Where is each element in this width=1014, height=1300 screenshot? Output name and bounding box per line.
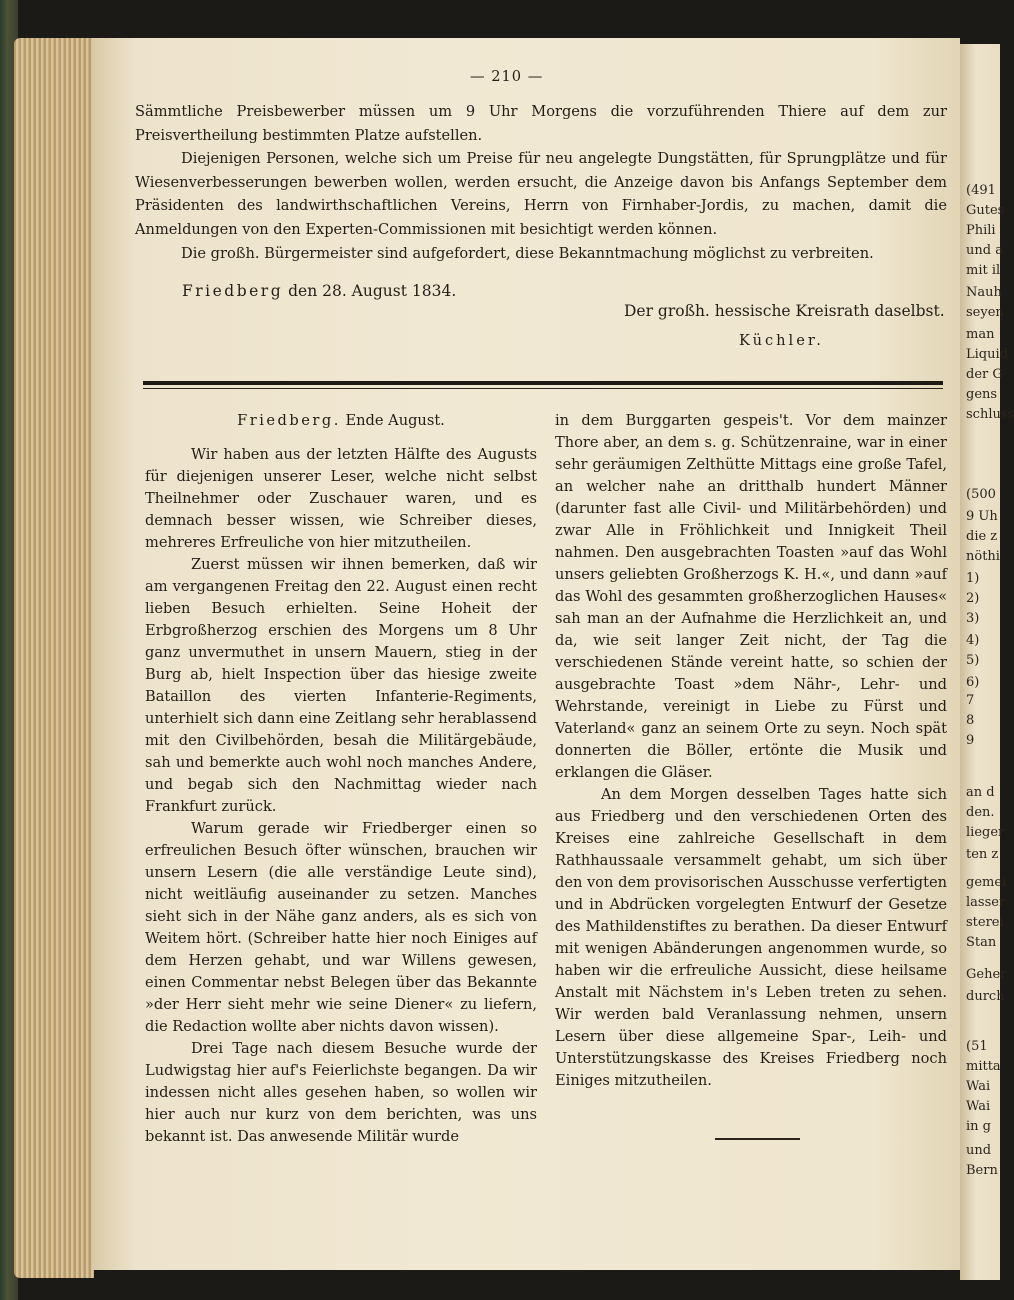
facing-page-fragment: 9 Uh <box>966 509 998 524</box>
facing-page-fragment: gens <box>966 387 998 402</box>
facing-page-fragment: 6) <box>966 675 980 690</box>
facing-page-fragment: Liquid <box>966 347 1008 362</box>
facing-page-fragment: den. <box>966 805 995 820</box>
notice-block <box>135 100 947 265</box>
article-paragraph: Zuerst müssen wir ihnen bemerken, daß wir am vergangenen Freitag den 22. August einen recht lieben Besuch erhielten. Seine Hoheit der Erbgroßherzog erschien des Morgens um 8 Uhr ganz unvermuthet in unsern Mauern, stieg in der Burg ab, hielt Inspection über das hiesige zweite Bataillon des vierten Infanterie-Regiments, unterhielt sich dann eine Zeitlang sehr herablassend mit den Civilbehörden, besah die Militärgebäude, sah und bemerkte auch wohl noch manches Andere, und begab sich den Nachmittag wieder nach Frankfurt zurück. <box>145 556 537 815</box>
facing-page-fragment: mit il <box>966 263 1001 278</box>
facing-page-fragment: und <box>966 1143 992 1158</box>
article-column-right <box>555 410 947 1092</box>
facing-page-fragment: 4) <box>966 633 980 648</box>
facing-page-fragment: schluss <box>966 407 1014 422</box>
facing-page-fragment: nöthi <box>966 549 1000 564</box>
end-rule <box>715 1138 800 1140</box>
dateline <box>182 282 456 300</box>
headline-date: Ende August. <box>345 412 445 429</box>
facing-page-fragment: Wai <box>966 1079 991 1094</box>
facing-page-fragment: in g <box>966 1119 991 1134</box>
facing-page-fragment: Wai <box>966 1099 991 1114</box>
section-divider-thin <box>143 388 943 389</box>
facing-page-fragment: Nauh <box>966 285 1002 300</box>
facing-page-fragment: 1) <box>966 571 980 586</box>
facing-page-fragment: Geher <box>966 967 1007 982</box>
facing-page-fragment: der G <box>966 367 1003 382</box>
facing-page-fragment: (491 <box>966 183 996 198</box>
article-paragraph: Wir haben aus der letzten Hälfte des Augusts für diejenigen unserer Leser, welche nicht selbst Theilnehmer oder Zuschauer waren, und es demnach besser wissen, wie Schreiber dieses, mehreres Erfreuliche von hier mitzutheilen. <box>145 446 537 551</box>
dateline-date: den 28. August 1834. <box>288 282 457 300</box>
facing-page-fragment: mitta <box>966 1059 1001 1074</box>
article-column-left <box>145 410 537 1148</box>
dateline-place: Friedberg <box>182 282 284 300</box>
headline-place: Friedberg. <box>237 412 341 429</box>
facing-page-fragment: 9 <box>966 733 975 748</box>
facing-page-fragment: 3) <box>966 611 980 626</box>
facing-page-fragment: die z <box>966 529 998 544</box>
facing-page-fragment: Bern <box>966 1163 998 1178</box>
facing-page-fragment: sterei <box>966 915 1004 930</box>
signature-name: Küchler. <box>739 332 824 349</box>
facing-page-fragment: 2) <box>966 591 980 606</box>
notice-paragraph: Diejenigen Personen, welche sich um Preise für neu angelegte Dungstätten, für Sprungplätze und für Wiesenverbesserungen bewerben wollen, werden ersucht, die Anzeige davon bis Anfangs September dem Präsidenten des landwirthschaftlichen Vereins, Herrn von Firnhaber-Jordis, zu machen, damit die Anmeldungen von den Experten-Commissionen mit besichtigt werden können. <box>135 150 947 238</box>
facing-page-fragment: Phili <box>966 223 996 238</box>
facing-page-fragment: ten z <box>966 847 999 862</box>
page-edges <box>14 38 94 1278</box>
article-paragraph: in dem Burggarten gespeis't. Vor dem mainzer Thore aber, an dem s. g. Schützenraine, war in einer sehr geräumigen Zelthütte Mittags eine große Tafel, an welcher nahe an dritthalb hundert Männer (darunter fast alle Civil- und Militärbehörden) und zwar Alle in Fröhlichkeit und Innigkeit Theil nahmen. Den ausgebrachten Toasten »auf das Wohl unsers geliebten Großherzogs K. H.«, und dann »auf das Wohl des gesammten großherzoglichen Hauses« sah man an der Aufnahme die Herzlichkeit an, und da, wie seit langer Zeit nicht, der Tag die verschiedenen Stände vereint hatte, so schien der ausgebrachte Toast »dem Nähr-, Lehr- und Wehrstande, vereinigt in Liebe zu Fürst und Vaterland« ganz an seinem Orte zu seyn. Noch spät donnerten die Böller, ertönte die Musik und erklangen die Gläser. <box>555 412 947 781</box>
facing-page-fragment: man <box>966 327 995 342</box>
facing-page-fragment: gemei <box>966 875 1007 890</box>
facing-page-fragment: Gutes <box>966 203 1005 218</box>
facing-page-fragment: (51 <box>966 1039 988 1054</box>
facing-page-fragment: durch <box>966 989 1005 1004</box>
page-number: — 210 — <box>470 68 544 85</box>
article-paragraph: Drei Tage nach diesem Besuche wurde der Ludwigstag hier auf's Feierlichste begangen. Da wir indessen nicht alles gesehen haben, so wollen wir hier auch nur kurz von dem berichten, was uns bekannt ist. Das anwesende Militär wurde <box>145 1040 537 1145</box>
facing-page-fragment: (500 <box>966 487 996 502</box>
article-headline <box>145 410 537 432</box>
facing-page-fragment: an d <box>966 785 995 800</box>
facing-page-fragment: lasser <box>966 895 1006 910</box>
facing-page-fragment: 7 <box>966 693 975 708</box>
notice-paragraph: Die großh. Bürgermeister sind aufgefordert, diese Bekanntmachung möglichst zu verbreiten. <box>181 244 874 262</box>
notice-paragraph: Sämmtliche Preisbewerber müssen um 9 Uhr Morgens die vorzuführenden Thiere auf dem zur Preisvertheilung bestimmten Platze aufstellen. <box>135 103 947 144</box>
facing-page-fragment: lieger <box>966 825 1005 840</box>
facing-page-edge <box>960 44 1014 1280</box>
facing-page-fragment: 5) <box>966 653 980 668</box>
signature: Der großh. hessische Kreisrath daselbst. <box>624 302 945 320</box>
facing-page-fragment: und a <box>966 243 1003 258</box>
facing-page-fragment: 8 <box>966 713 975 728</box>
facing-page-fragment: seyen <box>966 305 1004 320</box>
facing-page-fragment: Stan <box>966 935 997 950</box>
article-paragraph: Warum gerade wir Friedberger einen so erfreulichen Besuch öfter wünschen, brauchen wir unsern Lesern (die alle verständige Leute sind), nicht weitläufig auseinander zu setzen. Manches sieht sich in der Nähe ganz anders, als es sich von Weitem hört. (Schreiber hatte hier noch Einiges auf dem Herzen gehabt, und war Willens gewesen, einen Commentar nebst Belegen über das Bekannte »der Herr sieht mehr wie seine Diener« zu liefern, die Redaction wollte aber nichts davon wissen). <box>145 820 537 1035</box>
section-divider <box>143 381 943 385</box>
article-paragraph: An dem Morgen desselben Tages hatte sich aus Friedberg und den verschiedenen Orten des Kreises eine zahlreiche Gesellschaft in dem Rathhaussaale versammelt gehabt, um sich über den von dem provisorischen Ausschusse verfertigten und in Abdrücken vorgelegten Entwurf der Gesetze des Mathildenstiftes zu berathen. Da dieser Entwurf mit wenigen Abänderungen angenommen wurde, so haben wir die erfreuliche Aussicht, diese heilsame Anstalt mit Nächstem in's Leben treten zu sehen. Wir werden bald Veranlassung nehmen, unsern Lesern über diese allgemeine Spar-, Leih- und Unterstützungskasse des Kreises Friedberg noch Einiges mitzutheilen. <box>555 786 948 1089</box>
